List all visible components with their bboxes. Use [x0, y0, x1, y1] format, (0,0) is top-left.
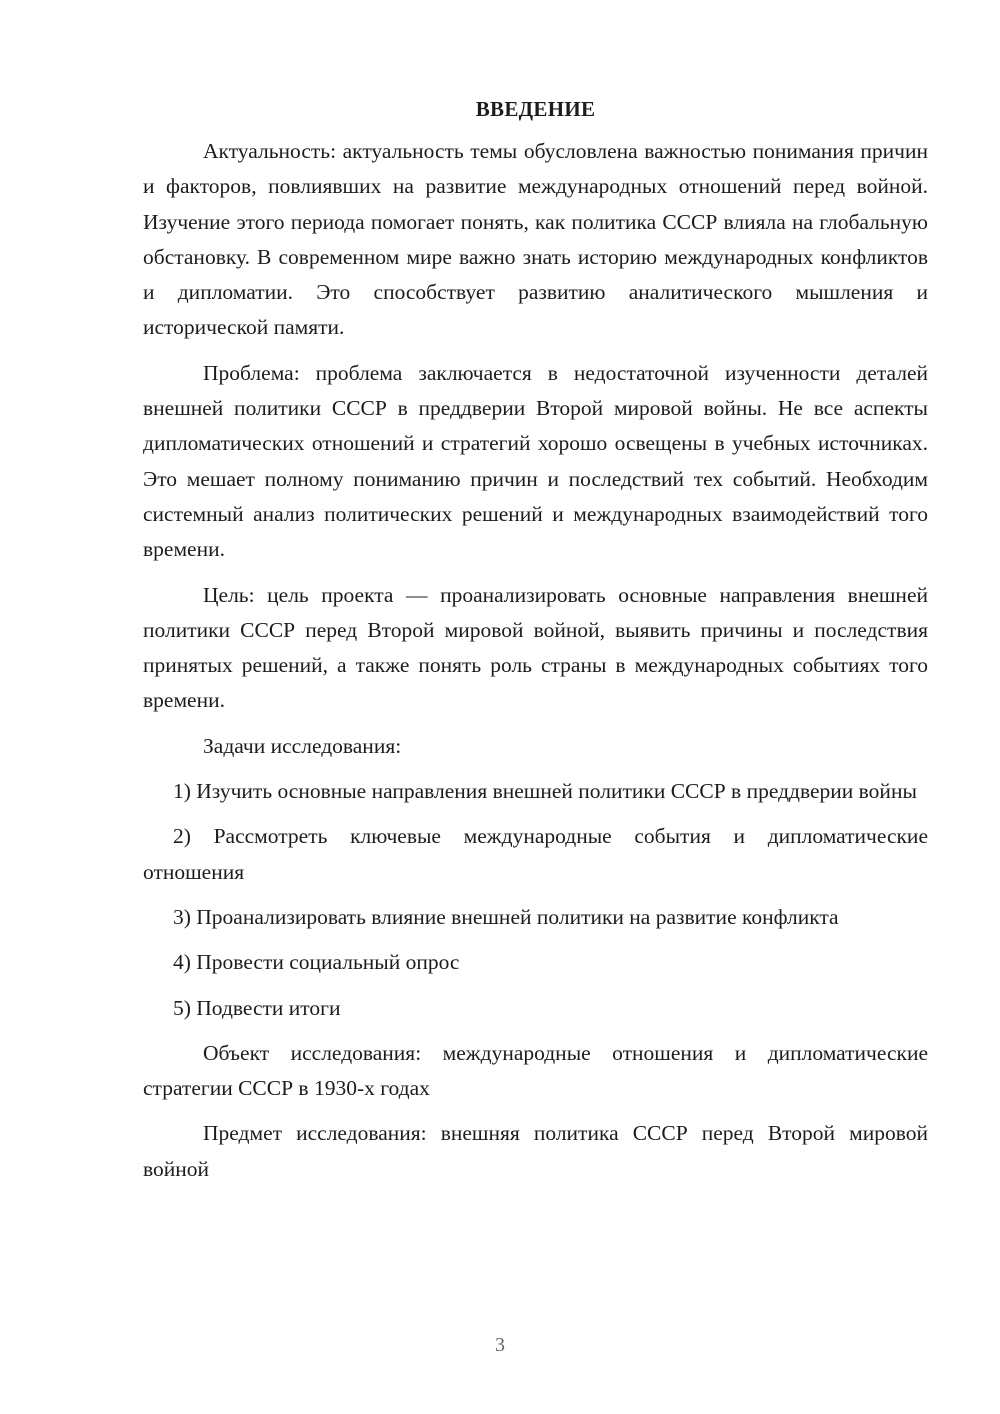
tasks-list: [143, 774, 928, 1026]
section-heading: ВВЕДЕНИЕ: [475, 97, 596, 121]
task-item: 2) Рассмотреть ключевые международные события и дипломатические отношения: [143, 824, 928, 884]
page-content: [143, 94, 928, 1197]
task-item: 5) Подвести итоги: [173, 995, 341, 1020]
relevance-paragraph: Актуальность: актуальность темы обусловлена важностью понимания причин и факторов, повлиявших на развитие международных отношений перед войной. Изучение этого периода помогает понять, как политика СССР влияла на глобальную обстановку. В современном мире важно знать историю международных конфликтов и дипломатии. Это способствует развитию аналитического мышления и исторической памяти.: [143, 139, 928, 340]
task-item: 1) Изучить основные направления внешней политики СССР в преддверии войны: [173, 779, 917, 804]
subject-paragraph: Предмет исследования: внешняя политика СССР перед Второй мировой войной: [143, 1121, 928, 1181]
problem-paragraph: Проблема: проблема заключается в недостаточной изученности деталей внешней политики СССР в преддверии Второй мировой войны. Не все аспекты дипломатических отношений и стратегий хорошо освещены в учебных источниках. Это мешает полному пониманию причин и последствий тех событий. Необходим системный анализ политических решений и международных взаимодействий того времени.: [143, 360, 928, 562]
object-paragraph: Объект исследования: международные отношения и дипломатические стратегии СССР в 1930-х годах: [143, 1040, 928, 1101]
tasks-heading: Задачи исследования:: [203, 733, 402, 758]
goal-paragraph: Цель: цель проекта — проанализировать основные направления внешней политики СССР перед Второй мировой войной, выявить причины и последствия принятых решений, а также понять роль страны в международных событиях того времени.: [143, 582, 928, 713]
task-item: 3) Проанализировать влияние внешней политики на развитие конфликта: [173, 904, 839, 929]
page-number: 3: [495, 1334, 505, 1356]
task-item: 4) Провести социальный опрос: [173, 950, 460, 975]
